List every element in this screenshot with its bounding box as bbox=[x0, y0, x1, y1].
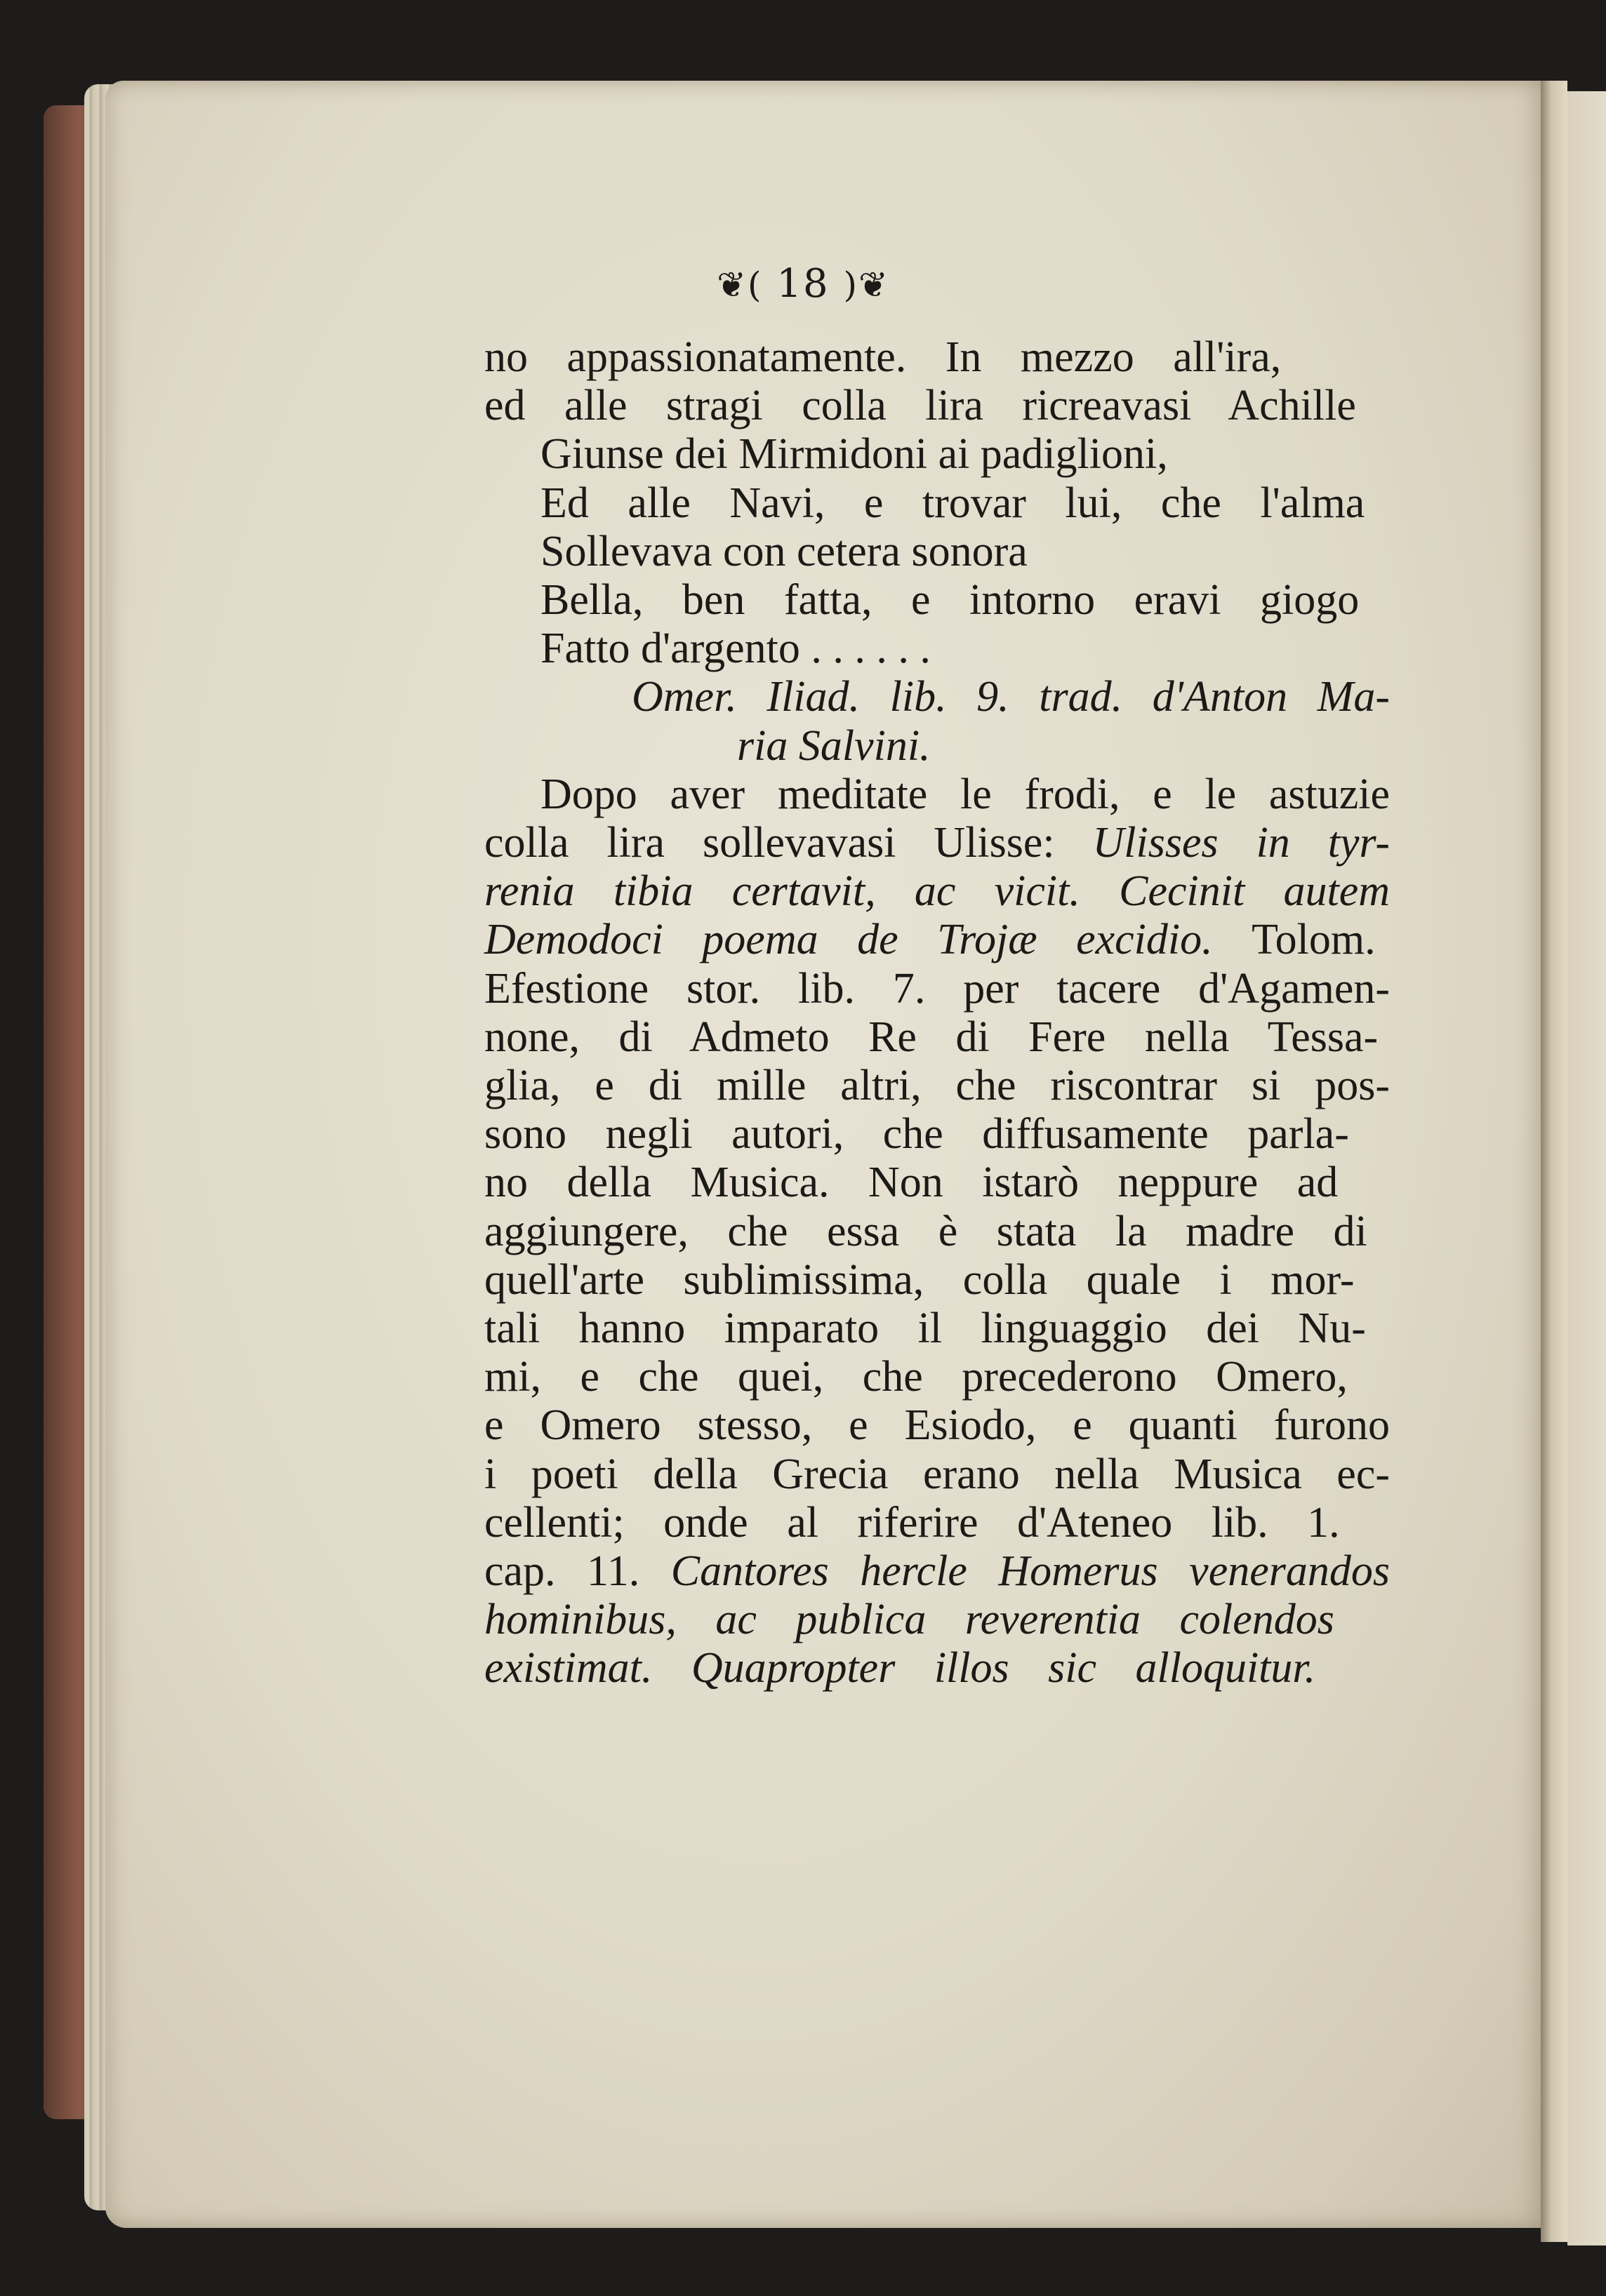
text-line bbox=[540, 578, 1359, 622]
text-line bbox=[540, 527, 1028, 575]
right-ornament: )❦ bbox=[843, 265, 889, 305]
text-line bbox=[632, 675, 1390, 719]
roman-text: Ed alle Navi, e trovar lui, che l'alma bbox=[540, 479, 1365, 527]
text-line bbox=[484, 964, 1390, 1013]
roman-text: aggiungere, che essa è stata la madre di bbox=[484, 1207, 1367, 1255]
text-line bbox=[484, 1498, 1340, 1547]
text-line bbox=[484, 1110, 1349, 1159]
italic-text: hominibus, ac publica reverentia colendos bbox=[484, 1596, 1334, 1644]
italic-text: Demodoci poema de Trojæ excidio. bbox=[484, 916, 1252, 964]
italic-text: Cantores hercle Homerus venerandos bbox=[670, 1547, 1390, 1595]
text-line bbox=[484, 1159, 1339, 1207]
book-gutter bbox=[1541, 81, 1567, 2242]
italic-text: renia tibia certavit, ac vicit. Cecinit autem bbox=[484, 867, 1390, 916]
roman-text: ed alle stragi colla lira ricreavasi Achille bbox=[484, 382, 1356, 430]
text-line bbox=[484, 1596, 1334, 1644]
italic-text: Omer. Iliad. lib. 9. trad. d'Anton Ma- bbox=[632, 673, 1390, 721]
roman-text: colla lira sollevavasi Ulisse: bbox=[484, 819, 1093, 867]
roman-text: Efestione stor. lib. 7. per tacere d'Agamen- bbox=[484, 964, 1390, 1013]
roman-text: sono negli autori, che diffusamente parla- bbox=[484, 1110, 1349, 1159]
roman-text: no della Musica. Non istarò neppure ad bbox=[484, 1159, 1339, 1207]
roman-text: mi, e che quei, che precederono Omero, bbox=[484, 1353, 1348, 1401]
text-line bbox=[484, 382, 1356, 430]
left-ornament: ❦( bbox=[717, 265, 763, 305]
italic-text: Ulisses in tyr- bbox=[1092, 819, 1390, 867]
roman-text: Tolom. bbox=[1252, 916, 1376, 964]
roman-text: i poeti della Grecia erano nella Musica ec- bbox=[484, 1450, 1390, 1498]
roman-text: Fatto d'argento . . . . . . bbox=[540, 625, 931, 673]
roman-text: glia, e di mille altri, che riscontrar si pos- bbox=[484, 1062, 1390, 1109]
text-line bbox=[484, 335, 1281, 379]
text-line bbox=[484, 1015, 1378, 1059]
text-line bbox=[540, 770, 1390, 818]
text-line bbox=[484, 1255, 1355, 1304]
facing-page-edge bbox=[1567, 91, 1606, 2245]
text-line bbox=[484, 1401, 1390, 1450]
text-line bbox=[484, 1450, 1390, 1498]
text-line bbox=[484, 1064, 1390, 1107]
roman-text: cellenti; onde al riferire d'Ateneo lib. 1. bbox=[484, 1498, 1340, 1547]
text-line bbox=[540, 625, 931, 673]
italic-text: existimat. Quapropter illos sic alloquitur. bbox=[484, 1644, 1316, 1693]
italic-text: ria Salvini. bbox=[737, 721, 931, 770]
text-line bbox=[484, 867, 1390, 916]
roman-text: Dopo aver meditate le frodi, e le astuzie bbox=[540, 770, 1390, 818]
text-line bbox=[484, 1355, 1348, 1399]
text-line bbox=[540, 481, 1365, 525]
page-header bbox=[0, 261, 1606, 307]
roman-text: none, di Admeto Re di Fere nella Tessa- bbox=[484, 1013, 1379, 1061]
text-line bbox=[484, 1304, 1366, 1352]
roman-text: cap. 11. bbox=[484, 1547, 671, 1595]
text-line bbox=[484, 1644, 1316, 1693]
text-line bbox=[540, 430, 1168, 479]
roman-text: quell'arte sublimissima, colla quale i mor- bbox=[484, 1255, 1355, 1304]
roman-text: e Omero stesso, e Esiodo, e quanti furono bbox=[484, 1401, 1390, 1450]
roman-text: Sollevava con cetera sonora bbox=[540, 527, 1028, 575]
roman-text: Giunse dei Mirmidoni ai padiglioni, bbox=[540, 430, 1168, 479]
text-line bbox=[484, 916, 1376, 964]
text-line bbox=[484, 821, 1390, 865]
roman-text: Bella, ben fatta, e intorno eravi giogo bbox=[540, 576, 1360, 624]
text-line bbox=[484, 1207, 1367, 1255]
page-number: 18 bbox=[776, 261, 830, 307]
roman-text: no appassionatamente. In mezzo all'ira, bbox=[484, 333, 1282, 381]
text-line bbox=[737, 721, 931, 770]
roman-text: tali hanno imparato il linguaggio dei Nu- bbox=[484, 1304, 1366, 1352]
text-line bbox=[484, 1549, 1390, 1593]
